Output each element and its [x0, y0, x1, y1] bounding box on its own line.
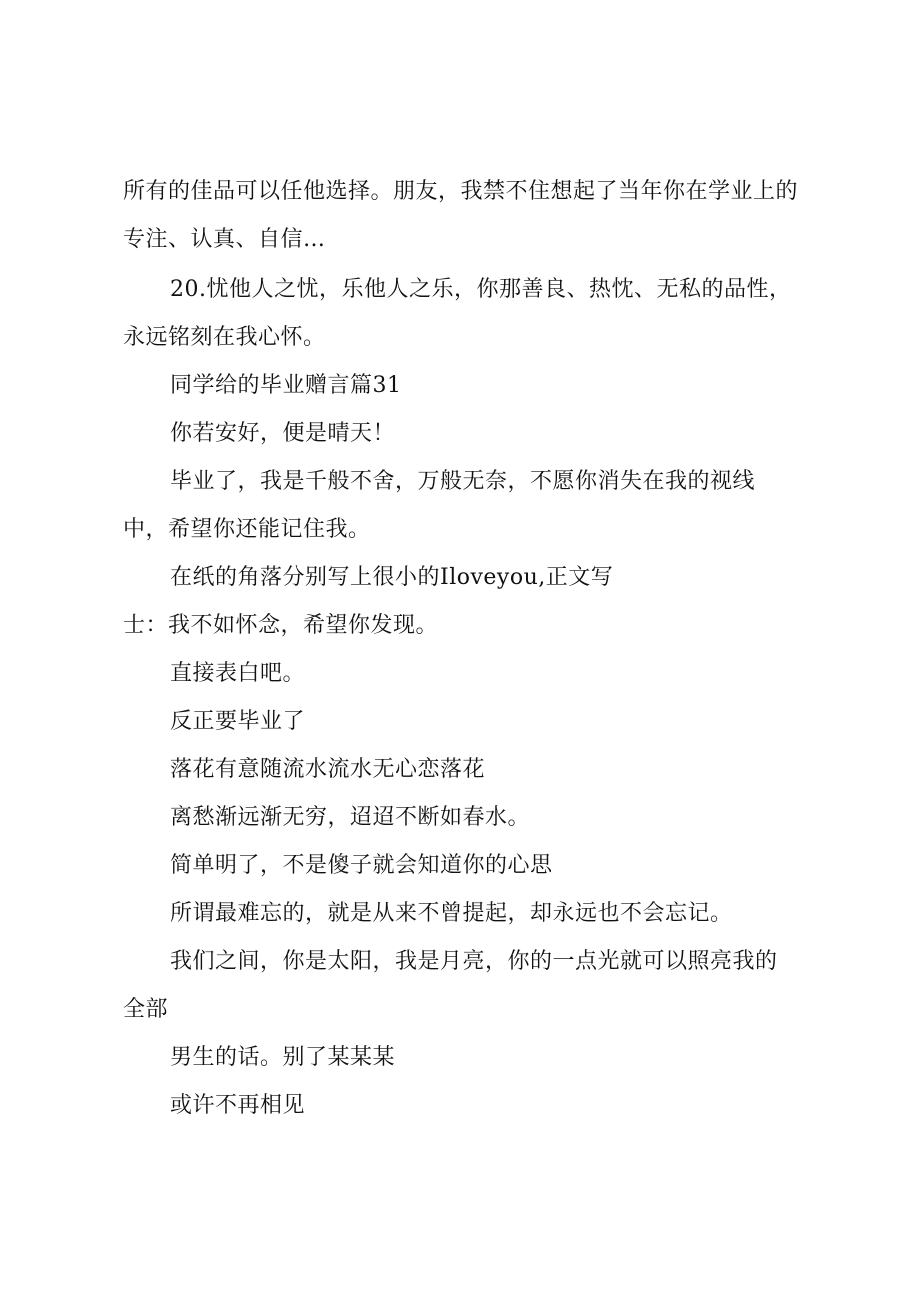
- text-line: 士：我不如怀念，希望你发现。: [123, 613, 439, 638]
- text-line: 在纸的角落分别写上很小的Iloveyou,正文写: [170, 565, 614, 590]
- text-line: 简单明了，不是傻子就会知道你的心思: [170, 853, 553, 878]
- text-line: 所谓最难忘的，就是从来不曾提起，却永远也不会忘记。: [170, 901, 733, 926]
- section-heading: 同学给的毕业赠言篇31: [170, 373, 402, 398]
- text-line: 我们之间，你是太阳，我是月亮，你的一点光就可以照亮我的: [170, 949, 778, 974]
- text-line: 直接表白吧。: [170, 661, 306, 686]
- text-line: 反正要毕业了: [170, 709, 306, 734]
- text-line: 中，希望你还能记住我。: [123, 517, 371, 542]
- text-line: 全部: [123, 997, 169, 1022]
- text-line: 专注、认真、自信…: [123, 227, 326, 252]
- text-line: 永远铭刻在我心怀。: [123, 325, 326, 350]
- text-line: 男生的话。别了某某某: [170, 1045, 396, 1070]
- text-line: 落花有意随流水流水无心恋落花: [170, 757, 486, 782]
- text-line: 毕业了，我是千般不舍，万般无奈，不愿你消失在我的视线: [170, 469, 756, 494]
- text-line: 所有的佳品可以任他选择。朋友，我禁不住想起了当年你在学业上的: [123, 179, 799, 204]
- text-line: 或许不再相见: [170, 1093, 306, 1118]
- text-line: 你若安好，便是晴天！: [170, 421, 396, 446]
- text-line: 20.忧他人之忧，乐他人之乐，你那善良、热忱、无私的品性，: [170, 277, 792, 302]
- text-line: 离愁渐远渐无穷，迢迢不断如春水。: [170, 805, 531, 830]
